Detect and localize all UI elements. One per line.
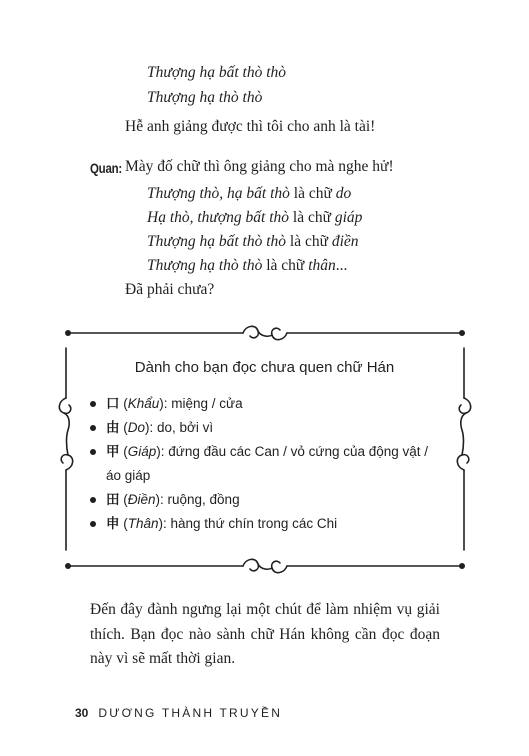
explanation-line: Thượng hạ bất thò thò là chữ điền: [147, 233, 359, 250]
speech-line: Mày đố chữ thì ông giảng cho mà nghe hử!: [125, 158, 394, 175]
scroll-ornament-right: [457, 398, 470, 470]
running-title: DƯƠNG THÀNH TRUYỀN: [98, 706, 283, 720]
list-item: 甲 (Giáp): đứng đầu các Can / vỏ cứng của động vật / áo giáp: [90, 440, 435, 488]
explanation-line: Hạ thò, thượng bất thò là chữ giáp: [147, 209, 363, 226]
speaker-label: Quan:: [90, 160, 122, 176]
corner-dot: [459, 330, 465, 336]
corner-dot: [459, 563, 465, 569]
body-paragraph: Đến đây đành ngưng lại một chút để làm nhiệm vụ giải thích. Bạn đọc nào sành chữ Hán không cần đọc đoạn này vì sẽ mất thời gian.: [90, 601, 440, 667]
list-item: 申 (Thân): hàng thứ chín trong các Chi: [90, 512, 435, 536]
page-number: 30: [75, 706, 89, 720]
explanation-line: Thượng hạ thò thò là chữ thân...: [147, 257, 348, 274]
list-item: 口 (Khẩu): miệng / cửa: [90, 392, 435, 416]
box-title: Dành cho bạn đọc chưa quen chữ Hán: [134, 359, 395, 376]
page-footer: [75, 706, 282, 720]
glossary-list: [90, 392, 435, 536]
speech-line: Hễ anh giảng được thì tôi cho anh là tài!: [125, 118, 376, 135]
scroll-ornament-bottom: [243, 559, 287, 572]
corner-dot: [65, 330, 71, 336]
scroll-ornament-left: [59, 398, 72, 470]
poem-line: Thượng hạ bất thò thò: [147, 64, 287, 81]
scroll-ornament-top: [243, 326, 287, 339]
list-item: 由 (Do): do, bởi vì: [90, 416, 435, 440]
list-item: 田 (Điền): ruộng, đồng: [90, 488, 435, 512]
explanation-line: Thượng thò, hạ bất thò là chữ do: [147, 185, 352, 202]
poem-line: Thượng hạ thò thò: [147, 89, 263, 106]
corner-dot: [65, 563, 71, 569]
speech-line: Đã phải chưa?: [125, 281, 215, 298]
